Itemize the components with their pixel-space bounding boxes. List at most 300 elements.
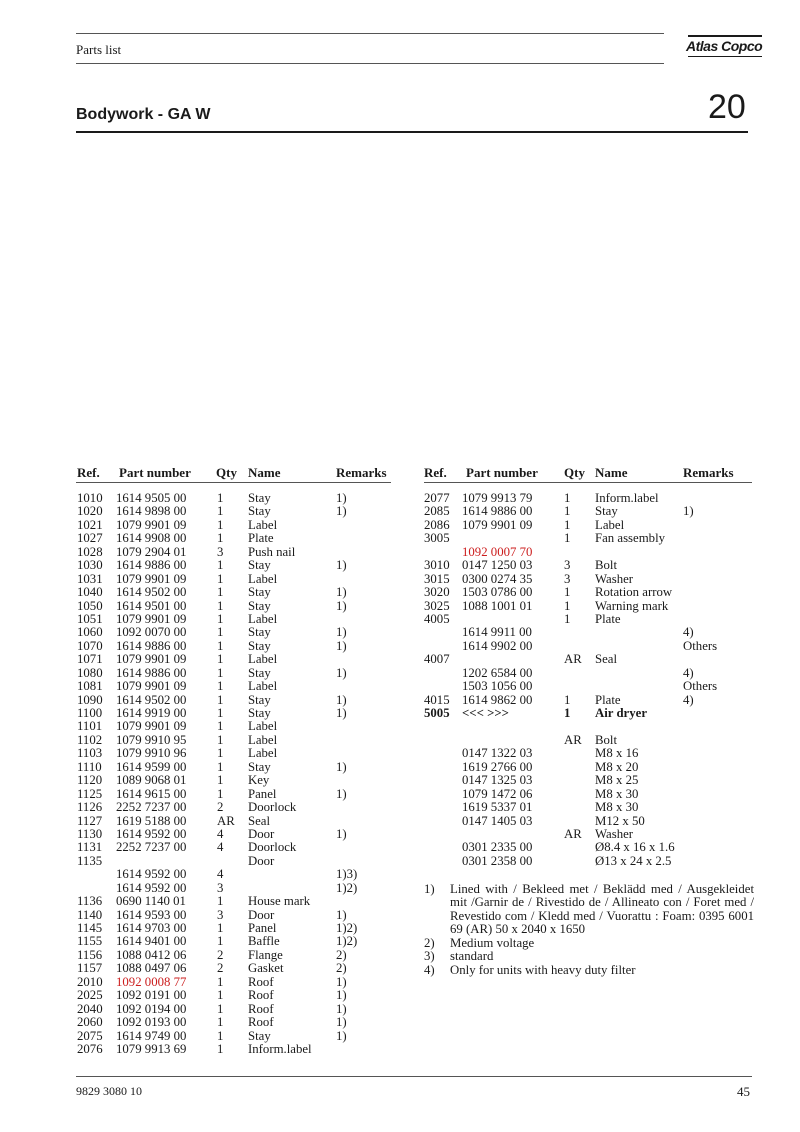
cell-ref: 1020: [77, 504, 103, 519]
cell-ref: 2075: [77, 1028, 103, 1043]
cell-remarks: 1): [683, 504, 694, 519]
cell-qty: 1: [217, 692, 224, 707]
footnote-number: 3): [424, 949, 435, 964]
table-row: [0, 626, 800, 639]
cell-ref: 5005: [424, 706, 450, 720]
cell-qty: 1: [217, 746, 224, 761]
cell-qty: 1: [564, 585, 571, 600]
brand-logo: [686, 38, 762, 54]
right-table-header: [0, 465, 800, 482]
cell-qty: 1: [564, 706, 571, 720]
table-row: [0, 801, 800, 814]
cell-qty: 3: [217, 907, 224, 922]
cell-ref: 3015: [424, 571, 450, 586]
table-row: [0, 1003, 400, 1016]
col-qty: Qty: [216, 465, 237, 480]
cell-ref: 1130: [77, 826, 103, 841]
cell-qty: AR: [564, 732, 582, 747]
title-rule: [76, 131, 748, 133]
cell-name: M8 x 25: [595, 773, 639, 788]
footnote-text: Only for units with heavy duty filter: [450, 962, 636, 977]
cell-name: Seal: [595, 652, 618, 667]
table-row: [0, 922, 400, 935]
cell-name: Label: [248, 746, 278, 761]
cell-ref: 3025: [424, 598, 450, 613]
table-row: [0, 694, 800, 707]
cell-part: 1614 9898 00: [116, 504, 187, 519]
page-title: Bodywork - GA W: [76, 106, 211, 123]
cell-ref: 3005: [424, 531, 450, 546]
cell-part: 1079 9913 79: [462, 491, 533, 505]
footnote-number: 1): [424, 882, 435, 896]
cell-part: 1092 0193 00: [116, 1015, 187, 1030]
cell-qty: 1: [217, 1001, 224, 1016]
cell-ref: 1126: [77, 800, 103, 815]
cell-remarks: 1): [336, 974, 347, 989]
footnote: [424, 950, 754, 963]
cell-qty: 1: [217, 625, 224, 640]
cell-ref: 1100: [77, 706, 103, 720]
table-row: [0, 600, 800, 613]
cell-name: Stay: [248, 585, 271, 600]
cell-remarks: 4): [683, 692, 694, 707]
cell-ref: 2040: [77, 1001, 103, 1016]
section-label: Parts list: [76, 42, 122, 57]
cell-qty: 1: [217, 491, 224, 505]
cell-qty: 1: [217, 504, 224, 519]
cell-name: Stay: [248, 759, 271, 774]
cell-part: 1614 9886 00: [116, 558, 187, 573]
cell-ref: 1145: [77, 921, 103, 935]
cell-remarks: 1): [336, 598, 347, 613]
cell-remarks: 2): [336, 961, 347, 976]
cell-part: 2252 7237 00: [116, 840, 187, 855]
cell-ref: 2085: [424, 504, 450, 519]
cell-name: Door: [248, 826, 275, 841]
cell-ref: 2010: [77, 974, 103, 989]
cell-name: Door: [248, 853, 275, 868]
cell-ref: 1125: [77, 786, 103, 801]
cell-name: Label: [248, 679, 278, 694]
cell-part: 1503 0786 00: [462, 585, 533, 600]
table-row: [0, 1016, 400, 1029]
cell-part: 1614 9749 00: [116, 1028, 187, 1043]
right-table-rule: [424, 482, 752, 483]
cell-part: 1092 0007 70: [462, 544, 533, 559]
cell-ref: 1071: [77, 652, 103, 667]
cell-qty: 1: [217, 665, 224, 680]
cell-name: Stay: [248, 625, 271, 640]
cell-part: 0300 0274 35: [462, 571, 533, 586]
cell-name: Label: [248, 652, 278, 667]
cell-part: 0147 1250 03: [462, 558, 533, 573]
cell-remarks: 4): [683, 665, 694, 680]
table-row: [0, 492, 800, 505]
cell-name: Stay: [595, 504, 618, 519]
table-row: [0, 868, 400, 881]
footnote-number: 2): [424, 935, 435, 950]
cell-ref: 1028: [77, 544, 103, 559]
table-row: [0, 707, 800, 720]
cell-name: Inform.label: [595, 491, 659, 505]
right-parts-table: [0, 492, 800, 868]
cell-name: Stay: [248, 504, 271, 519]
cell-qty: 1: [217, 706, 224, 720]
cell-qty: 3: [217, 544, 224, 559]
cell-part: 1503 1056 00: [462, 679, 533, 694]
cell-name: Push nail: [248, 544, 296, 559]
cell-part: 1619 2766 00: [462, 759, 533, 774]
cell-name: Gasket: [248, 961, 284, 976]
cell-remarks: 1): [336, 907, 347, 922]
cell-qty: 3: [217, 880, 224, 895]
cell-remarks: 1): [336, 692, 347, 707]
cell-ref: 2076: [77, 1041, 103, 1056]
cell-name: Doorlock: [248, 840, 297, 855]
footnote-text: standard: [450, 949, 494, 964]
cell-name: Bolt: [595, 558, 618, 573]
cell-part: 1614 9902 00: [462, 638, 533, 653]
table-row: [0, 640, 800, 653]
cell-ref: 4015: [424, 692, 450, 707]
cell-qty: 1: [217, 1028, 224, 1043]
table-row: [0, 613, 800, 626]
cell-ref: 1050: [77, 598, 103, 613]
cell-name: M12 x 50: [595, 813, 645, 828]
cell-remarks: Others: [683, 638, 718, 653]
cell-ref: 1021: [77, 517, 103, 532]
cell-ref: 1135: [77, 853, 103, 868]
cell-qty: 1: [217, 598, 224, 613]
cell-ref: 3010: [424, 558, 450, 573]
cell-name: Flange: [248, 947, 283, 962]
cell-ref: 1040: [77, 585, 103, 600]
footnote-text: Medium voltage: [450, 935, 535, 950]
cell-name: M8 x 16: [595, 746, 639, 761]
table-row: [0, 935, 400, 948]
cell-part: 1619 5337 01: [462, 800, 533, 815]
cell-name: Label: [248, 611, 278, 626]
footnotes: [424, 883, 754, 977]
cell-qty: 1: [217, 531, 224, 546]
table-row: [0, 680, 800, 693]
cell-part: 1614 9501 00: [116, 598, 187, 613]
cell-remarks: 1): [336, 759, 347, 774]
cell-qty: AR: [564, 652, 582, 667]
cell-part: 1614 9703 00: [116, 921, 187, 935]
cell-part: 1614 9502 00: [116, 692, 187, 707]
cell-name: Ø13 x 24 x 2.5: [595, 853, 672, 868]
cell-part: 1614 9919 00: [116, 706, 187, 720]
cell-part: 0301 2358 00: [462, 853, 533, 868]
cell-part: 1079 9901 09: [116, 571, 187, 586]
col-part-number: Part number: [466, 465, 538, 480]
cell-name: Washer: [595, 571, 634, 586]
cell-part: 1092 0008 77: [116, 974, 187, 989]
cell-name: Plate: [248, 531, 274, 546]
footnote-number: 4): [424, 962, 435, 977]
col-ref: Ref.: [424, 465, 447, 480]
cell-part: 1614 9505 00: [116, 491, 187, 505]
col-name: Name: [595, 465, 628, 480]
table-row: [0, 828, 800, 841]
cell-qty: 1: [217, 773, 224, 788]
cell-ref: 1157: [77, 961, 103, 976]
section-number: 20: [708, 88, 746, 126]
cell-qty: 4: [217, 840, 224, 855]
cell-part: 1079 9901 09: [116, 517, 187, 532]
cell-qty: 2: [217, 947, 224, 962]
cell-qty: 1: [217, 786, 224, 801]
table-row: [0, 895, 400, 908]
cell-name: Plate: [595, 611, 621, 626]
cell-part: 1614 9599 00: [116, 759, 187, 774]
cell-name: M8 x 30: [595, 800, 639, 815]
table-row: [0, 559, 800, 572]
cell-part: 1614 9592 00: [116, 826, 187, 841]
cell-name: Warning mark: [595, 598, 669, 613]
cell-ref: 4005: [424, 611, 450, 626]
table-row: [0, 761, 800, 774]
col-part-number: Part number: [119, 465, 191, 480]
cell-ref: 2086: [424, 517, 450, 532]
cell-remarks: 4): [683, 625, 694, 640]
left-table-rule: [76, 482, 391, 483]
cell-name: Stay: [248, 558, 271, 573]
cell-qty: 1: [217, 988, 224, 1003]
cell-part: 1089 9068 01: [116, 773, 187, 788]
table-row: [0, 505, 800, 518]
footnote: [424, 883, 754, 937]
cell-remarks: 1)2): [336, 921, 358, 935]
cell-part: 1092 0191 00: [116, 988, 187, 1003]
cell-qty: 4: [217, 826, 224, 841]
cell-ref: 1060: [77, 625, 103, 640]
col-remarks: Remarks: [336, 465, 387, 480]
cell-remarks: 1): [336, 638, 347, 653]
table-row: [0, 882, 400, 895]
cell-name: M8 x 30: [595, 786, 639, 801]
cell-ref: 1080: [77, 665, 103, 680]
cell-part: 1092 0194 00: [116, 1001, 187, 1016]
cell-remarks: 1): [336, 585, 347, 600]
cell-qty: 1: [217, 638, 224, 653]
cell-qty: 3: [564, 571, 571, 586]
cell-part: 0147 1322 03: [462, 746, 533, 761]
cell-qty: 1: [217, 558, 224, 573]
cell-qty: AR: [217, 813, 235, 828]
cell-qty: 1: [217, 652, 224, 667]
cell-part: 1079 9901 09: [116, 719, 187, 734]
cell-name: Stay: [248, 1028, 271, 1043]
cell-name: Stay: [248, 692, 271, 707]
cell-part: 1614 9592 00: [116, 880, 187, 895]
cell-name: Roof: [248, 988, 274, 1003]
cell-ref: 1101: [77, 719, 103, 734]
cell-name: Seal: [248, 813, 271, 828]
cell-remarks: 1): [336, 988, 347, 1003]
cell-qty: 2: [217, 800, 224, 815]
cell-remarks: 2): [336, 947, 347, 962]
cell-part: 0301 2335 00: [462, 840, 533, 855]
cell-part: 2252 7237 00: [116, 800, 187, 815]
cell-qty: 1: [217, 759, 224, 774]
header-rule-top: [76, 33, 664, 34]
brand-logo-text: Atlas Copco: [686, 38, 763, 54]
cell-part: 1614 9886 00: [116, 638, 187, 653]
table-row: [0, 1030, 400, 1043]
cell-remarks: 1)2): [336, 880, 358, 895]
cell-qty: 1: [217, 894, 224, 909]
cell-qty: 1: [217, 934, 224, 949]
col-remarks: Remarks: [683, 465, 734, 480]
col-qty: Qty: [564, 465, 585, 480]
cell-name: Panel: [248, 786, 277, 801]
cell-name: Stay: [248, 491, 271, 505]
table-row: [0, 586, 800, 599]
cell-ref: 2077: [424, 491, 450, 505]
cell-part: 0690 1140 01: [116, 894, 186, 909]
cell-name: Ø8.4 x 16 x 1.6: [595, 840, 675, 855]
cell-ref: 1156: [77, 947, 103, 962]
footnote: [424, 937, 754, 950]
cell-qty: 1: [564, 504, 571, 519]
table-row: [0, 989, 400, 1002]
cell-name: Label: [248, 732, 278, 747]
table-row: [0, 788, 800, 801]
cell-ref: 2025: [77, 988, 103, 1003]
cell-name: Label: [248, 571, 278, 586]
cell-qty: 1: [217, 732, 224, 747]
cell-remarks: Others: [683, 679, 718, 694]
table-row: [0, 962, 400, 975]
cell-part: 1614 9593 00: [116, 907, 187, 922]
cell-ref: 1027: [77, 531, 103, 546]
cell-part: 1079 9901 09: [116, 652, 187, 667]
cell-name: Inform.label: [248, 1041, 312, 1056]
cell-ref: 1102: [77, 732, 103, 747]
cell-qty: 1: [217, 585, 224, 600]
cell-name: Baffle: [248, 934, 280, 949]
table-row: [0, 855, 800, 868]
cell-name: M8 x 20: [595, 759, 639, 774]
cell-ref: 1103: [77, 746, 103, 761]
cell-remarks: 1): [336, 1015, 347, 1030]
table-row: [0, 949, 400, 962]
table-row: [0, 841, 800, 854]
cell-remarks: 1)3): [336, 867, 358, 882]
cell-qty: 1: [217, 1015, 224, 1030]
cell-remarks: 1): [336, 491, 347, 505]
header-rule-bottom: [76, 63, 664, 64]
cell-qty: 4: [217, 867, 224, 882]
table-row: [0, 976, 400, 989]
cell-qty: 3: [564, 558, 571, 573]
col-ref: Ref.: [77, 465, 100, 480]
cell-qty: 1: [564, 598, 571, 613]
cell-ref: 1070: [77, 638, 103, 653]
cell-part: 1619 5188 00: [116, 813, 187, 828]
cell-part: 1092 0070 00: [116, 625, 187, 640]
cell-remarks: 1): [336, 786, 347, 801]
cell-part: 1079 9901 09: [462, 517, 533, 532]
cell-part: <<< >>>: [462, 706, 509, 720]
cell-part: 1088 0412 06: [116, 947, 187, 962]
cell-part: 1079 9913 69: [116, 1041, 187, 1056]
cell-name: Stay: [248, 706, 271, 720]
cell-qty: 1: [217, 719, 224, 734]
page-number: 45: [737, 1084, 750, 1099]
cell-part: 1614 9592 00: [116, 867, 187, 882]
cell-name: Key: [248, 773, 270, 788]
cell-qty: 1: [564, 531, 571, 546]
cell-remarks: 1): [336, 1028, 347, 1043]
cell-ref: 1090: [77, 692, 103, 707]
cell-qty: 1: [217, 611, 224, 626]
col-name: Name: [248, 465, 281, 480]
cell-remarks: 1): [336, 665, 347, 680]
footnote: [424, 964, 754, 977]
cell-name: Plate: [595, 692, 621, 707]
table-row: [0, 532, 800, 545]
table-row: [0, 815, 800, 828]
cell-ref: 1127: [77, 813, 103, 828]
cell-part: 1079 9901 09: [116, 611, 187, 626]
cell-name: Roof: [248, 1015, 274, 1030]
cell-ref: 1120: [77, 773, 103, 788]
cell-name: Panel: [248, 921, 277, 935]
cell-qty: 1: [564, 692, 571, 707]
cell-qty: AR: [564, 826, 582, 841]
cell-ref: 1136: [77, 894, 103, 909]
cell-part: 1614 9401 00: [116, 934, 187, 949]
cell-part: 1088 0497 06: [116, 961, 187, 976]
cell-remarks: 1)2): [336, 934, 358, 949]
cell-name: Roof: [248, 974, 274, 989]
cell-remarks: 1): [336, 625, 347, 640]
cell-ref: 1110: [77, 759, 102, 774]
cell-part: 0147 1405 03: [462, 813, 533, 828]
cell-ref: 1010: [77, 491, 103, 505]
cell-name: Stay: [248, 598, 271, 613]
cell-name: Stay: [248, 638, 271, 653]
cell-ref: 1030: [77, 558, 103, 573]
cell-part: 1088 1001 01: [462, 598, 533, 613]
footnote-text: Lined with / Bekleed met / Beklädd med / Ausgekleidet mit /Garnir de / Rivestido de / Allineato con / Foret med / Revestido com / Kledd med / Vuorattu : Foam: 0395 6001 69 (AR) 50 x 2040 x 1650: [450, 882, 754, 937]
cell-ref: 1051: [77, 611, 103, 626]
cell-ref: 1155: [77, 934, 103, 949]
cell-ref: 1081: [77, 679, 103, 694]
cell-qty: 1: [217, 679, 224, 694]
cell-part: 1202 6584 00: [462, 665, 533, 680]
cell-part: 1614 9502 00: [116, 585, 187, 600]
cell-name: Doorlock: [248, 800, 297, 815]
cell-name: Stay: [248, 665, 271, 680]
table-row: [0, 653, 800, 666]
cell-part: 1079 9901 09: [116, 679, 187, 694]
cell-part: 1614 9862 00: [462, 692, 533, 707]
cell-qty: 1: [217, 1041, 224, 1056]
cell-qty: 1: [217, 571, 224, 586]
cell-ref: 1140: [77, 907, 103, 922]
cell-ref: 3020: [424, 585, 450, 600]
cell-ref: 4007: [424, 652, 450, 667]
cell-qty: 2: [217, 961, 224, 976]
cell-part: 1614 9615 00: [116, 786, 187, 801]
cell-name: Fan assembly: [595, 531, 666, 546]
table-row: [0, 519, 800, 532]
cell-qty: 1: [564, 517, 571, 532]
